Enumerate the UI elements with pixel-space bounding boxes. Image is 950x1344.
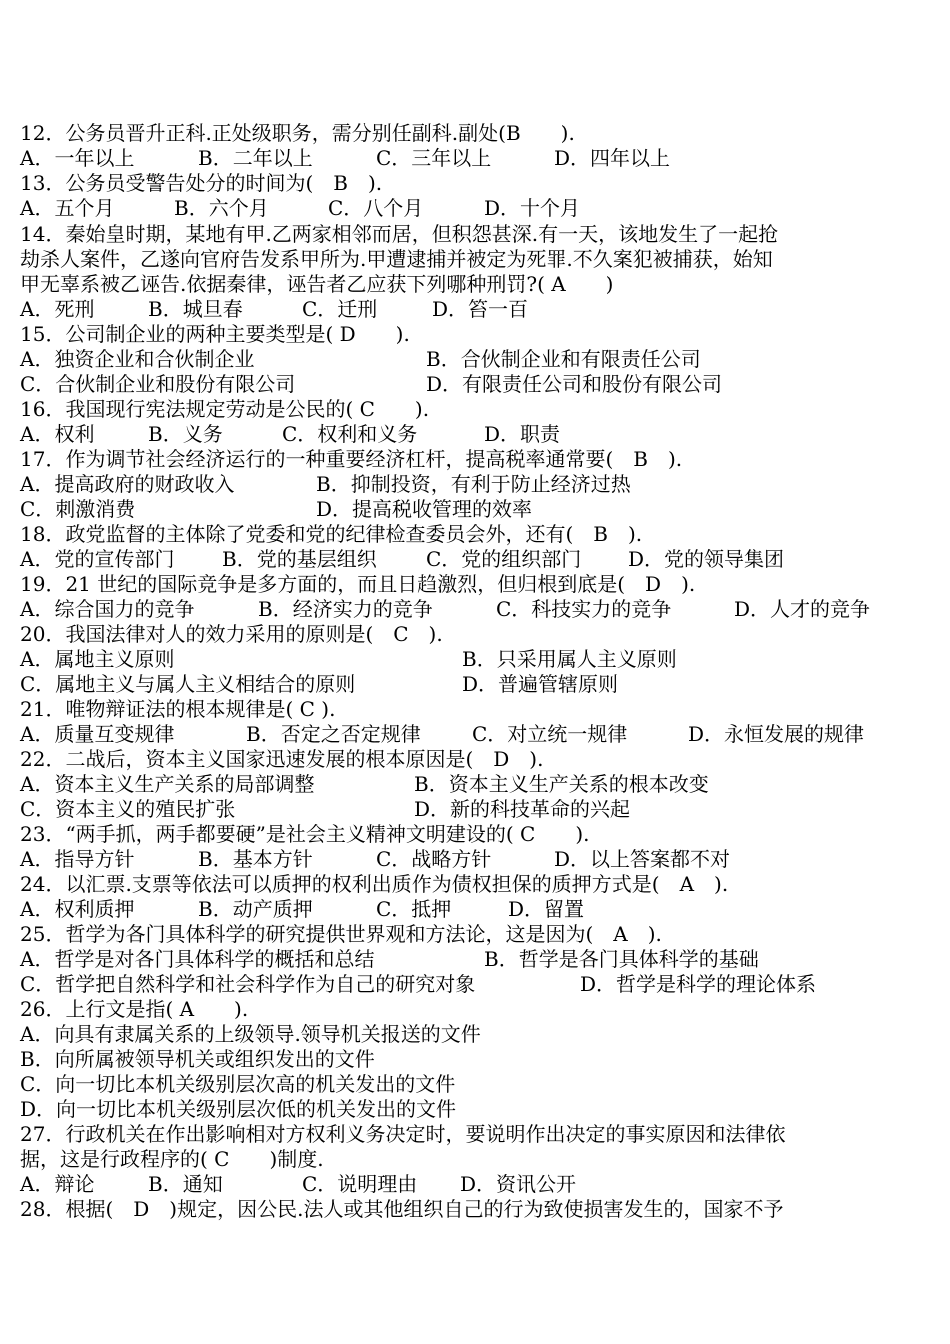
question-18-options bbox=[20, 547, 785, 572]
option-a: A．独资企业和合伙制企业 bbox=[20, 347, 255, 371]
option-c: C．对立统一规律 bbox=[472, 722, 628, 746]
question-25-options-row-1 bbox=[20, 947, 759, 972]
option-d: D．笞一百 bbox=[432, 297, 529, 321]
option-a: A．提高政府的财政收入 bbox=[20, 472, 235, 496]
option-a: A．哲学是对各门具体科学的概括和总结 bbox=[20, 947, 375, 971]
question-15-options-row-2 bbox=[20, 372, 723, 397]
question-14-options bbox=[20, 297, 529, 322]
option-d: D．新的科技革命的兴起 bbox=[414, 797, 631, 821]
question-18-stem: 18．政党监督的主体除了党委和党的纪律检查委员会外，还有( B ). bbox=[20, 522, 643, 546]
question-20-options-row-2 bbox=[20, 672, 619, 697]
question-19-stem: 19．21 世纪的国际竞争是多方面的，而且日趋激烈，但归根到底是( D ). bbox=[20, 572, 696, 596]
question-26-option-b: B．向所属被领导机关或组织发出的文件 bbox=[20, 1047, 375, 1071]
option-d: D．哲学是科学的理论体系 bbox=[580, 972, 817, 996]
option-a: A．死刑 bbox=[20, 297, 95, 321]
option-a: A．一年以上 bbox=[20, 146, 135, 170]
question-26-option-a: A．向具有隶属关系的上级领导.领导机关报送的文件 bbox=[20, 1022, 481, 1046]
option-d: D．以上答案都不对 bbox=[554, 847, 731, 871]
question-25-stem: 25．哲学为各门具体科学的研究提供世界观和方法论，这是因为( A ). bbox=[20, 922, 662, 946]
option-c: C．三年以上 bbox=[376, 146, 492, 170]
option-d: D．党的领导集团 bbox=[628, 547, 785, 571]
option-b: B．义务 bbox=[148, 422, 223, 446]
option-d: D．职责 bbox=[484, 422, 561, 446]
question-15-stem: 15．公司制企业的两种主要类型是( D ). bbox=[20, 322, 410, 346]
option-c: C．迁刑 bbox=[302, 297, 378, 321]
option-a: A．党的宣传部门 bbox=[20, 547, 175, 571]
question-12-stem: 12．公务员晋升正科.正处级职务，需分别任副科.副处(B ). bbox=[20, 121, 575, 145]
question-13-stem: 13．公务员受警告处分的时间为( B ). bbox=[20, 171, 383, 195]
question-16-stem: 16．我国现行宪法规定劳动是公民的( C ). bbox=[20, 397, 430, 421]
question-13-options bbox=[20, 196, 581, 221]
option-c: C．哲学把自然科学和社会科学作为自己的研究对象 bbox=[20, 972, 476, 996]
option-d: D．有限责任公司和股份有限公司 bbox=[426, 372, 723, 396]
option-c: C．科技实力的竞争 bbox=[496, 597, 672, 621]
option-b: B．动产质押 bbox=[198, 897, 313, 921]
option-c: C．八个月 bbox=[328, 196, 424, 220]
option-b: B．只采用属人主义原则 bbox=[462, 647, 677, 671]
option-c: C．资本主义的殖民扩张 bbox=[20, 797, 236, 821]
option-b: B．哲学是各门具体科学的基础 bbox=[484, 947, 759, 971]
option-c: C．属地主义与属人主义相结合的原则 bbox=[20, 672, 356, 696]
question-26-option-d: D．向一切比本机关级别层次低的机关发出的文件 bbox=[20, 1097, 457, 1121]
option-d: D．永恒发展的规律 bbox=[688, 722, 865, 746]
option-d: D．提高税收管理的效率 bbox=[316, 497, 533, 521]
option-a: A．权利质押 bbox=[20, 897, 135, 921]
option-c: C．说明理由 bbox=[302, 1172, 418, 1196]
question-17-options-row-1 bbox=[20, 472, 631, 497]
option-a: A．五个月 bbox=[20, 196, 115, 220]
option-a: A．权利 bbox=[20, 422, 95, 446]
option-a: A．资本主义生产关系的局部调整 bbox=[20, 772, 315, 796]
question-27-stem-line-1: 27．行政机关在作出影响相对方权利义务决定时，要说明作出决定的事实原因和法律依 bbox=[20, 1122, 786, 1146]
option-d: D．四年以上 bbox=[554, 146, 671, 170]
option-c: C．合伙制企业和股份有限公司 bbox=[20, 372, 296, 396]
option-b: B．二年以上 bbox=[198, 146, 313, 170]
option-b: B．合伙制企业和有限责任公司 bbox=[426, 347, 701, 371]
option-d: D．资讯公开 bbox=[460, 1172, 577, 1196]
question-20-options-row-1 bbox=[20, 647, 677, 672]
question-15-options-row-1 bbox=[20, 347, 701, 372]
question-24-options bbox=[20, 897, 585, 922]
option-b: B．经济实力的竞争 bbox=[258, 597, 433, 621]
question-23-stem: 23．“两手抓，两手都要硬”是社会主义精神文明建设的( C ). bbox=[20, 822, 590, 846]
question-14-stem-line-3: 甲无辜系被乙诬告.依据秦律，诬告者乙应获下列哪种刑罚?( A ) bbox=[20, 272, 614, 296]
question-12-options bbox=[20, 146, 671, 171]
question-24-stem: 24．以汇票.支票等依法可以质押的权利出质作为债权担保的质押方式是( A ). bbox=[20, 872, 729, 896]
question-20-stem: 20．我国法律对人的效力采用的原则是( C ). bbox=[20, 622, 443, 646]
option-a: A．属地主义原则 bbox=[20, 647, 175, 671]
question-16-options bbox=[20, 422, 561, 447]
option-a: A．综合国力的竞争 bbox=[20, 597, 195, 621]
question-14-stem-line-2: 劫杀人案件，乙遂向官府告发系甲所为.甲遭逮捕并被定为死罪.不久案犯被捕获，始知 bbox=[20, 247, 773, 271]
option-d: D．人才的竞争 bbox=[734, 597, 871, 621]
question-28-stem: 28．根据( D )规定，因公民.法人或其他组织自己的行为致使损害发生的，国家不予 bbox=[20, 1197, 784, 1221]
option-b: B．六个月 bbox=[174, 196, 269, 220]
question-26-stem: 26．上行文是指( A ). bbox=[20, 997, 249, 1021]
option-a: A．辩论 bbox=[20, 1172, 95, 1196]
option-c: C．权利和义务 bbox=[282, 422, 418, 446]
question-17-stem: 17．作为调节社会经济运行的一种重要经济杠杆，提高税率通常要( B ). bbox=[20, 447, 683, 471]
question-17-options-row-2 bbox=[20, 497, 533, 522]
option-b: B．抑制投资，有利于防止经济过热 bbox=[316, 472, 631, 496]
option-d: D．普遍管辖原则 bbox=[462, 672, 619, 696]
option-c: C．战略方针 bbox=[376, 847, 492, 871]
option-a: A．质量互变规律 bbox=[20, 722, 175, 746]
question-25-options-row-2 bbox=[20, 972, 817, 997]
option-c: C．党的组织部门 bbox=[426, 547, 582, 571]
option-b: B．基本方针 bbox=[198, 847, 313, 871]
question-22-options-row-2 bbox=[20, 797, 631, 822]
option-b: B．资本主义生产关系的根本改变 bbox=[414, 772, 709, 796]
option-b: B．党的基层组织 bbox=[222, 547, 377, 571]
question-22-stem: 22．二战后，资本主义国家迅速发展的根本原因是( D ). bbox=[20, 747, 544, 771]
option-d: D．十个月 bbox=[484, 196, 581, 220]
option-a: A．指导方针 bbox=[20, 847, 135, 871]
question-27-stem-line-2: 据，这是行政程序的( C )制度. bbox=[20, 1147, 324, 1171]
question-21-options bbox=[20, 722, 865, 747]
option-b: B．通知 bbox=[148, 1172, 223, 1196]
option-c: C．刺激消费 bbox=[20, 497, 136, 521]
option-d: D．留置 bbox=[508, 897, 585, 921]
question-22-options-row-1 bbox=[20, 772, 709, 797]
option-b: B．否定之否定规律 bbox=[246, 722, 421, 746]
question-21-stem: 21．唯物辩证法的根本规律是( C ). bbox=[20, 697, 336, 721]
question-19-options bbox=[20, 597, 871, 622]
option-c: C．抵押 bbox=[376, 897, 452, 921]
question-23-options bbox=[20, 847, 731, 872]
question-14-stem-line-1: 14．秦始皇时期，某地有甲.乙两家相邻而居，但积怨甚深.有一天，该地发生了一起抢 bbox=[20, 222, 779, 246]
question-26-option-c: C．向一切比本机关级别层次高的机关发出的文件 bbox=[20, 1072, 456, 1096]
option-b: B．城旦春 bbox=[148, 297, 243, 321]
question-27-options bbox=[20, 1172, 577, 1197]
